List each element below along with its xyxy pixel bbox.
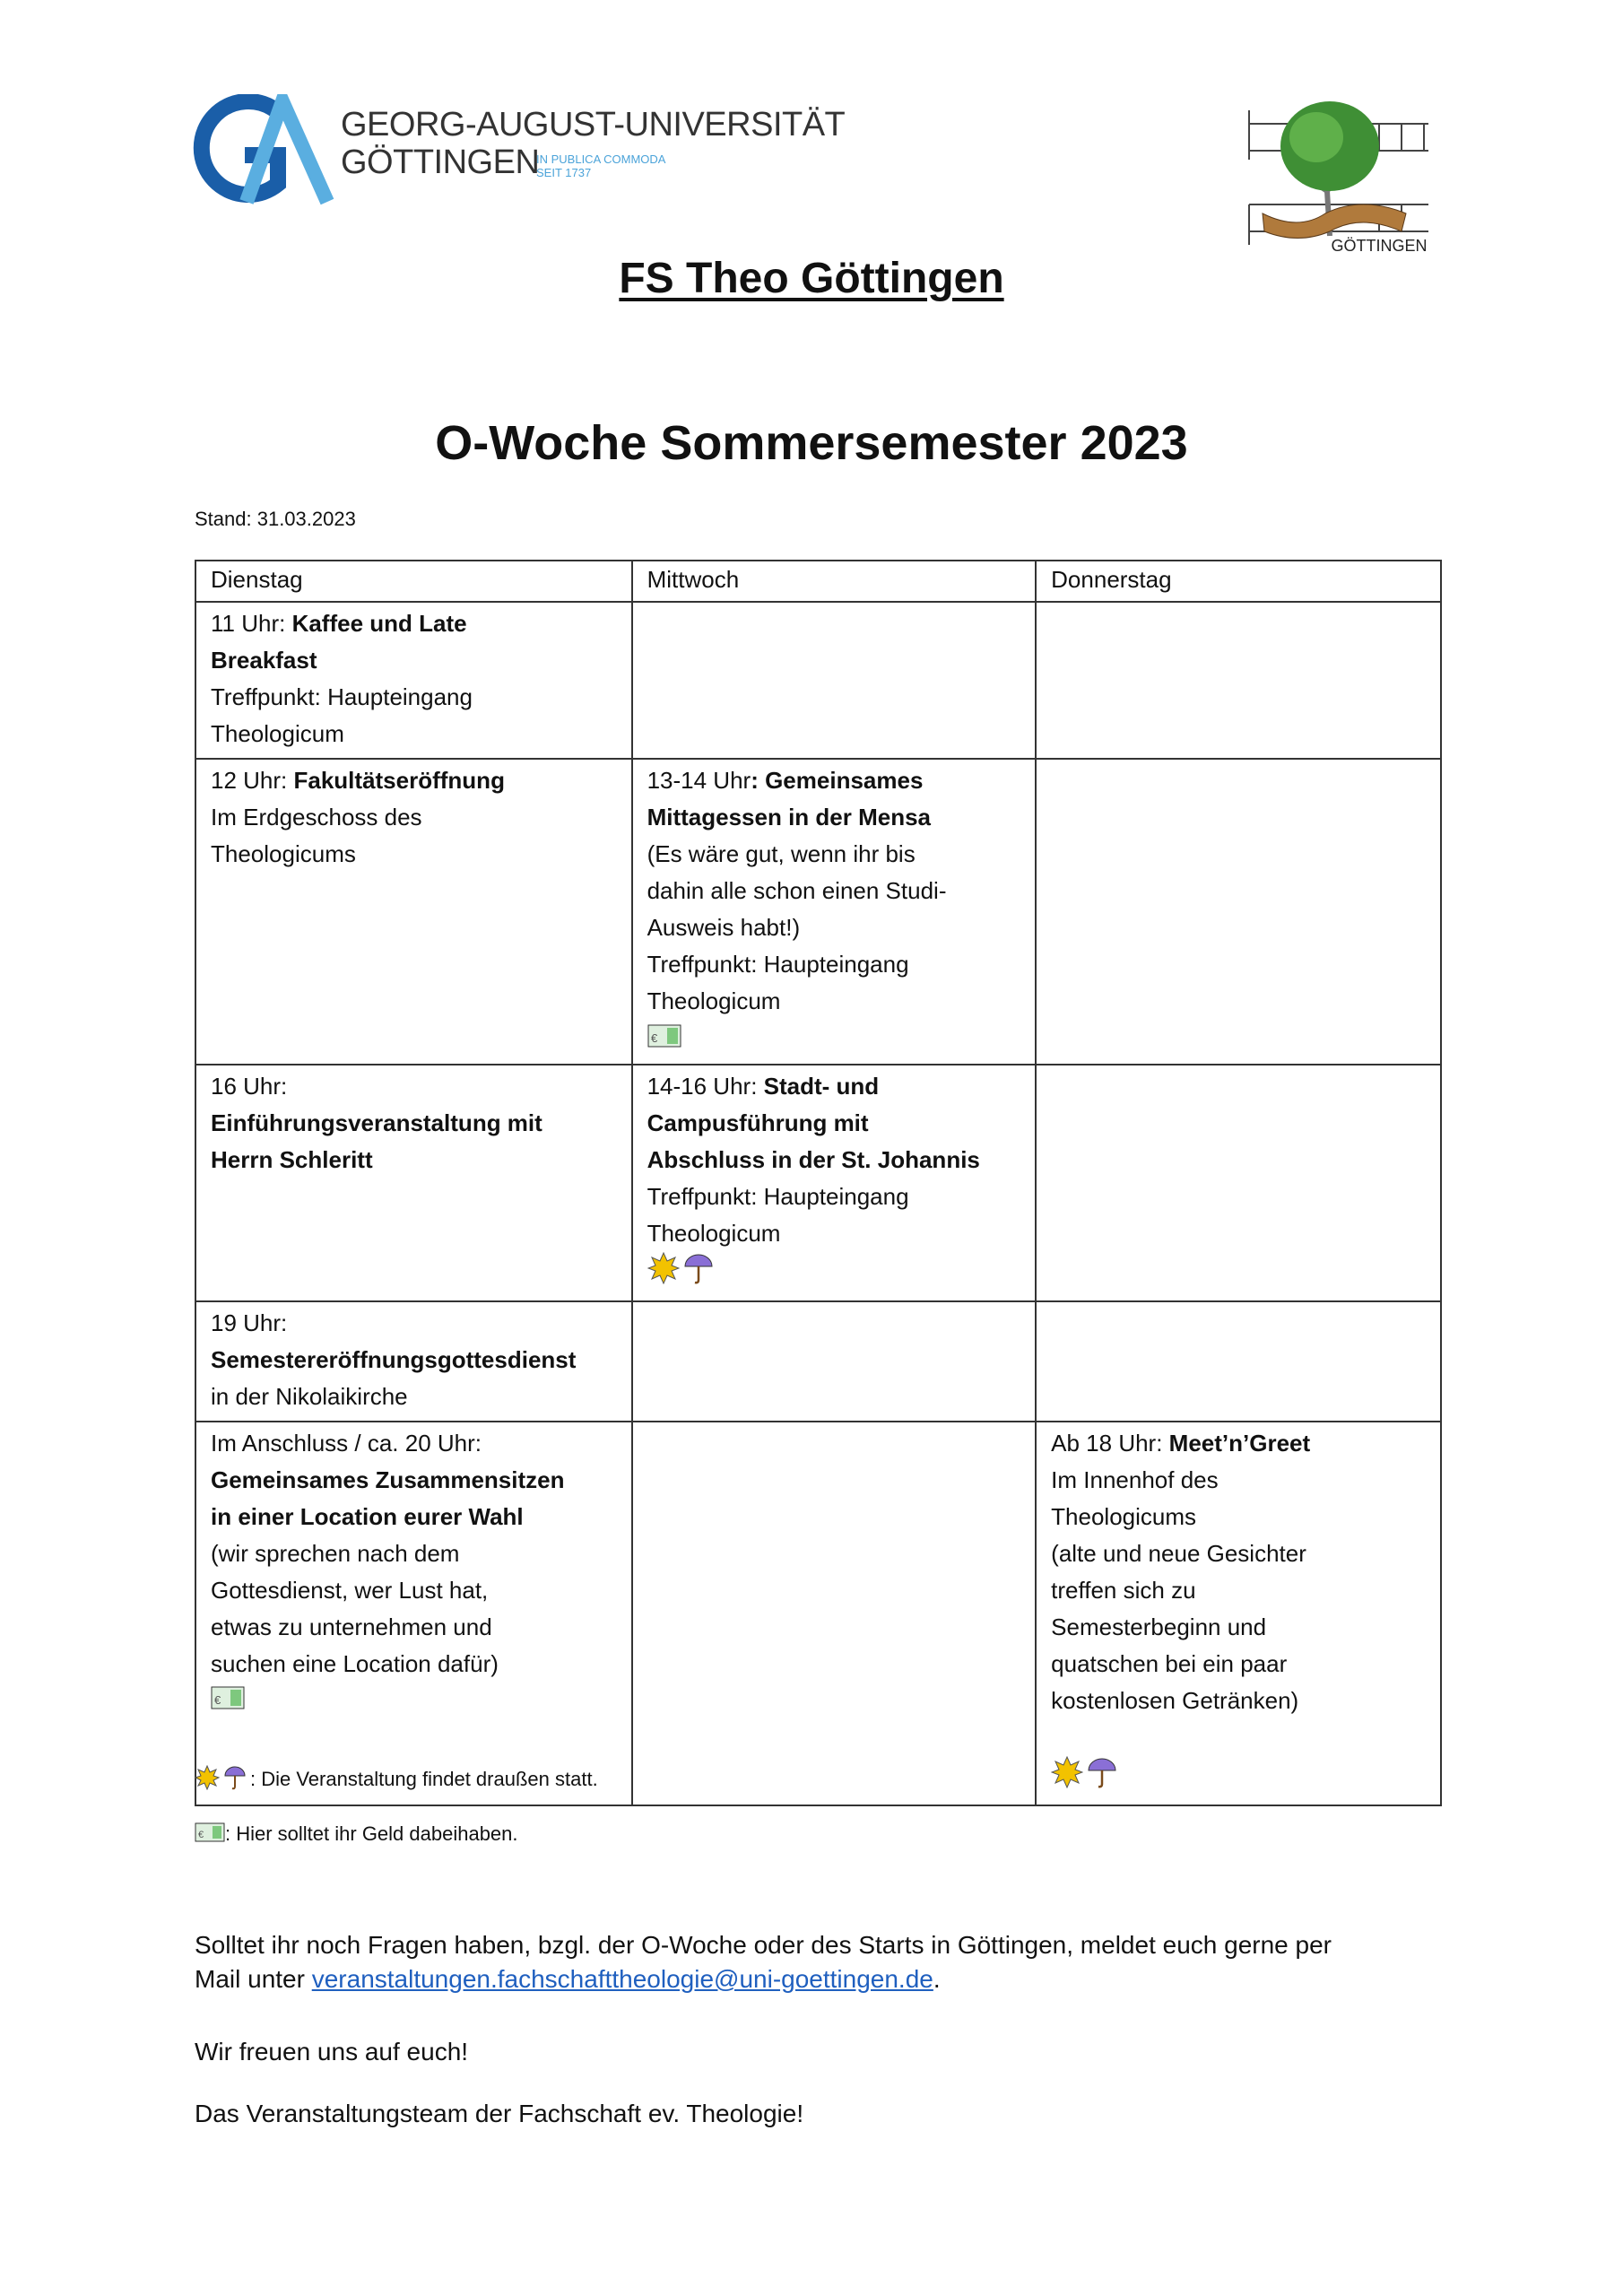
cell-line [647, 909, 1021, 946]
money-icon [195, 1822, 225, 1848]
event-name: Einführungsveranstaltung mit [211, 1109, 542, 1136]
event-text: 19 Uhr: [211, 1309, 288, 1336]
event-text: Im Erdgeschoss des [211, 804, 422, 831]
event-text: Treffpunkt: Haupteingang [647, 1182, 909, 1210]
cell-line [211, 1068, 617, 1105]
cell-wednesday [632, 602, 1037, 759]
cell-line [211, 762, 617, 799]
cell-wednesday [632, 759, 1037, 1065]
email-link[interactable]: veranstaltungen.fachschafttheologie@uni-goettingen.de [311, 1965, 933, 1993]
event-text: Theologicums [1051, 1502, 1197, 1530]
event-name: Campusführung mit [647, 1109, 869, 1136]
umbrella-icon [1087, 1756, 1117, 1799]
cell-line [211, 1305, 617, 1342]
legend-money [195, 1822, 518, 1848]
university-city: GÖTTINGEN [341, 144, 540, 181]
cell-icons [211, 1683, 617, 1721]
cell-thursday [1036, 602, 1441, 759]
sun-icon [1051, 1756, 1083, 1799]
motto-line: IN PUBLICA COMMODA [536, 152, 666, 166]
status-date: Stand: 31.03.2023 [195, 508, 356, 530]
legend-money-text: : Hier solltet ihr Geld dabeihaben. [225, 1822, 518, 1845]
umbrella-icon [223, 1765, 247, 1796]
greeting: Wir freuen uns auf euch! [195, 2038, 469, 2066]
legend-outdoor [195, 1765, 598, 1796]
cell-thursday [1036, 1301, 1441, 1422]
cell-tuesday [195, 1422, 632, 1805]
cell-line [1051, 1425, 1426, 1462]
cell-line [211, 642, 617, 679]
motto-since: SEIT 1737 [536, 166, 592, 179]
cell-line [647, 983, 1021, 1020]
cell-thursday [1036, 759, 1441, 1065]
university-motto [536, 152, 665, 179]
event-text: Theologicum [647, 987, 781, 1014]
event-text: kostenlosen Getränken) [1051, 1686, 1299, 1714]
cell-thursday [1036, 1422, 1441, 1805]
cell-icons [647, 1252, 1021, 1295]
column-header-thursday: Donnerstag [1036, 561, 1441, 602]
event-text: treffen sich zu [1051, 1576, 1196, 1604]
event-name: Meet’n’Greet [1168, 1429, 1311, 1457]
event-name: Breakfast [211, 647, 317, 674]
column-header-wednesday: Mittwoch [632, 561, 1037, 602]
university-name: GEORG-AUGUST-UNIVERSITÄT [341, 106, 846, 144]
event-name: Gemeinsames Zusammensitzen [211, 1465, 565, 1493]
event-name: Fakultätseröffnung [293, 767, 505, 794]
event-text: in der Nikolaikirche [211, 1382, 408, 1410]
cell-line [647, 1215, 1021, 1252]
cell-line [211, 1462, 617, 1499]
cell-line [211, 799, 617, 836]
column-header-tuesday: Dienstag [195, 561, 632, 602]
cell-line [211, 1142, 617, 1178]
event-text: (alte und neue Gesichter [1051, 1539, 1306, 1567]
event-text: 16 Uhr: [211, 1072, 288, 1100]
cell-line [647, 873, 1021, 909]
table-row [195, 602, 1441, 759]
event-text: etwas zu unternehmen und [211, 1613, 492, 1640]
cell-line [1051, 1572, 1426, 1609]
fachschaft-logo [1245, 97, 1433, 254]
university-logo [193, 94, 336, 206]
event-text: Ausweis habt!) [647, 914, 801, 941]
event-name: Mittagessen in der Mensa [647, 804, 931, 831]
mail-prefix: Mail unter [195, 1965, 312, 1993]
svg-text:€: € [214, 1693, 221, 1708]
cell-line [647, 1105, 1021, 1142]
organization-title-text: FS Theo Göttingen [619, 255, 1004, 302]
cell-wednesday [632, 1422, 1037, 1805]
cell-icons [647, 1020, 1021, 1058]
cell-line [211, 1105, 617, 1142]
event-text: Treffpunkt: Haupteingang [647, 951, 909, 978]
legend-outdoor-text: : Die Veranstaltung findet draußen statt. [250, 1767, 598, 1790]
cell-wednesday [632, 1301, 1037, 1422]
svg-text:€: € [198, 1830, 204, 1841]
umbrella-icon [683, 1252, 714, 1295]
event-name: Semestereröffnungsgottesdienst [211, 1345, 577, 1373]
contact-paragraph [195, 1931, 1332, 1994]
cell-tuesday [195, 759, 632, 1065]
event-text: 13-14 Uhr [647, 767, 751, 794]
cell-line [1051, 1462, 1426, 1499]
event-text: Semesterbeginn und [1051, 1613, 1267, 1640]
page-title: O-Woche Sommersemester 2023 [435, 416, 1188, 470]
svg-text:GÖTTINGEN: GÖTTINGEN [1331, 237, 1428, 254]
cell-line [647, 946, 1021, 983]
event-text: (wir sprechen nach dem [211, 1539, 460, 1567]
table-row [195, 759, 1441, 1065]
event-name: Herrn Schleritt [211, 1145, 373, 1173]
event-text: Theologicum [647, 1219, 781, 1247]
event-name: : Gemeinsames [751, 767, 924, 794]
cell-line [1051, 1609, 1426, 1646]
svg-text:€: € [650, 1031, 657, 1045]
event-text: dahin alle schon einen Studi- [647, 877, 947, 904]
event-text: (Es wäre gut, wenn ihr bis [647, 840, 916, 867]
event-text: Theologicum [211, 720, 344, 747]
cell-line [211, 679, 617, 716]
signature: Das Veranstaltungsteam der Fachschaft ev. Theologie! [195, 2100, 804, 2127]
cell-line [211, 1378, 617, 1415]
event-name: Kaffee und Late [291, 610, 467, 637]
event-text: 14-16 Uhr: [647, 1072, 764, 1100]
cell-tuesday [195, 1065, 632, 1301]
event-text: Treffpunkt: Haupteingang [211, 683, 473, 710]
cell-line [647, 1068, 1021, 1105]
cell-tuesday [195, 602, 632, 759]
table-row [195, 1422, 1441, 1805]
cell-thursday [1036, 1065, 1441, 1301]
money-icon [647, 1022, 681, 1058]
event-name: Abschluss in der St. Johannis [647, 1145, 980, 1173]
cell-line [1051, 1683, 1426, 1719]
event-text: Im Anschluss / ca. 20 Uhr: [211, 1429, 482, 1457]
cell-line [647, 762, 1021, 799]
cell-tuesday [195, 1301, 632, 1422]
cell-icons [1051, 1756, 1426, 1799]
cell-line [647, 1142, 1021, 1178]
cell-line [647, 799, 1021, 836]
table-header-row [195, 561, 1441, 602]
event-text: suchen eine Location dafür) [211, 1649, 499, 1677]
cell-line [211, 1342, 617, 1378]
event-name: Stadt- und [763, 1072, 880, 1100]
money-icon [211, 1683, 245, 1720]
event-text: Gottesdienst, wer Lust hat, [211, 1576, 489, 1604]
cell-wednesday [632, 1065, 1037, 1301]
event-text: Theologicums [211, 840, 356, 867]
cell-line [1051, 1646, 1426, 1683]
event-text: Ab 18 Uhr: [1051, 1429, 1169, 1457]
cell-line [211, 1499, 617, 1535]
cell-line [647, 1178, 1021, 1215]
mail-suffix: . [933, 1965, 941, 1993]
cell-line [211, 836, 617, 873]
cell-line [1051, 1719, 1426, 1756]
sun-icon [647, 1252, 680, 1295]
contact-text: Solltet ihr noch Fragen haben, bzgl. der O-Woche oder des Starts in Göttingen, meldet euch gerne per [195, 1931, 1332, 1959]
table-row [195, 1301, 1441, 1422]
table-row [195, 1065, 1441, 1301]
event-text: quatschen bei ein paar [1051, 1649, 1288, 1677]
cell-line [211, 1535, 617, 1572]
cell-line [211, 716, 617, 752]
cell-line [647, 836, 1021, 873]
cell-line [211, 605, 617, 642]
event-text: 11 Uhr: [211, 610, 292, 637]
cell-line [211, 1572, 617, 1609]
event-name: in einer Location eurer Wahl [211, 1502, 524, 1530]
organization-title [0, 254, 1623, 303]
cell-line [211, 1646, 617, 1683]
cell-line [1051, 1535, 1426, 1572]
cell-line [1051, 1499, 1426, 1535]
schedule-table [195, 560, 1442, 1806]
event-text: Im Innenhof des [1051, 1465, 1219, 1493]
cell-line [211, 1425, 617, 1462]
sun-icon [195, 1765, 220, 1796]
event-text: 12 Uhr: [211, 767, 294, 794]
cell-line [211, 1609, 617, 1646]
